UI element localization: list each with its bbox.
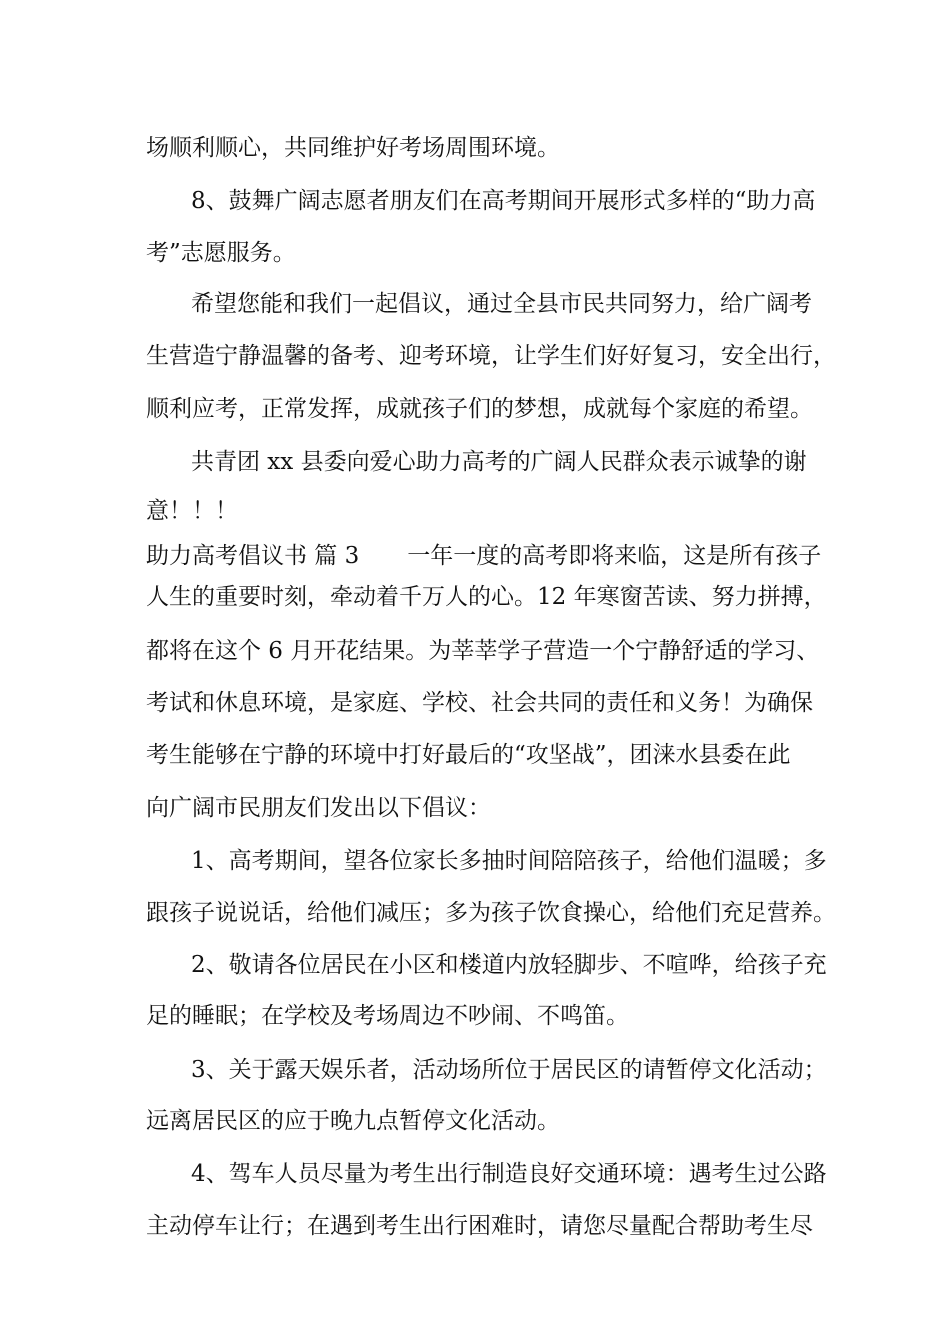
paragraph-line: 向广阔市民朋友们发出以下倡议： xyxy=(146,795,491,821)
paragraph-line: 意！！！ xyxy=(146,498,238,524)
paragraph-line: 顺利应考，正常发挥，成就孩子们的梦想，成就每个家庭的希望。 xyxy=(146,396,813,422)
paragraph-line: 都将在这个 6 月开花结果。为莘莘学子营造一个宁静舒适的学习、 xyxy=(146,638,820,664)
paragraph-line: 人生的重要时刻，牵动着千万人的心。12 年寒窗苦读、努力拼搏， xyxy=(146,584,827,610)
list-item-line: 4、驾车人员尽量为考生出行制造良好交通环境：遇考生过公路 xyxy=(191,1161,827,1187)
list-item-line: 主动停车让行；在遇到考生出行困难时，请您尽量配合帮助考生尽 xyxy=(146,1213,813,1239)
paragraph-line: 共青团 xx 县委向爱心助力高考的广阔人民群众表示诚挚的谢 xyxy=(191,449,807,475)
list-item-line: 远离居民区的应于晚九点暂停文化活动。 xyxy=(146,1108,560,1134)
list-item-line: 2、敬请各位居民在小区和楼道内放轻脚步、不喧哗，给孩子充 xyxy=(191,952,827,978)
section-heading: 助力高考倡议书 篇 3 xyxy=(146,543,360,569)
list-item-line: 足的睡眠；在学校及考场周边不吵闹、不鸣笛。 xyxy=(146,1003,629,1029)
list-item-line: 3、关于露天娱乐者，活动场所位于居民区的请暂停文化活动； xyxy=(191,1057,827,1083)
section-heading-line xyxy=(146,541,821,571)
paragraph-line: 希望您能和我们一起倡议，通过全县市民共同努力，给广阔考 xyxy=(191,291,812,317)
list-item-line: 1、高考期间，望各位家长多抽时间陪陪孩子，给他们温暖；多 xyxy=(191,848,827,874)
paragraph-line: 考”志愿服务。 xyxy=(146,240,296,266)
paragraph-line: 场顺利顺心，共同维护好考场周围环境。 xyxy=(146,135,560,161)
section-first-line: 一年一度的高考即将来临，这是所有孩子 xyxy=(407,543,822,569)
list-item-line: 跟孩子说说话，给他们减压；多为孩子饮食操心，给他们充足营养。 xyxy=(146,900,836,926)
paragraph-line: 生营造宁静温馨的备考、迎考环境，让学生们好好复习，安全出行， xyxy=(146,343,836,369)
paragraph-line: 考试和休息环境，是家庭、学校、社会共同的责任和义务！为确保 xyxy=(146,690,813,716)
paragraph-line: 8、鼓舞广阔志愿者朋友们在高考期间开展形式多样的“助力高 xyxy=(191,188,816,214)
paragraph-line: 考生能够在宁静的环境中打好最后的“攻坚战”，团涞水县委在此 xyxy=(146,742,791,768)
